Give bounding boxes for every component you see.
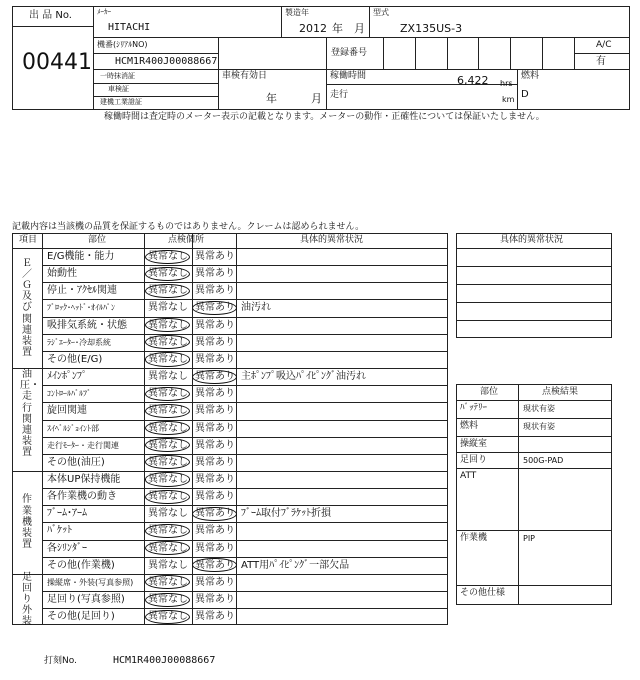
option-abnormal[interactable]: 異常あり — [195, 302, 235, 314]
row-rule — [42, 608, 448, 609]
stamp-label: 打刻No. — [44, 656, 77, 666]
option-normal[interactable]: 異常なし — [148, 319, 188, 331]
year-unit: 年 — [332, 22, 343, 35]
option-normal[interactable]: 異常なし — [148, 542, 188, 554]
col-check-header: 点検個所 — [168, 235, 205, 245]
option-normal[interactable]: 異常なし — [148, 473, 188, 485]
option-normal[interactable]: 異常なし — [148, 405, 188, 417]
inspection-month-unit: 月 — [311, 92, 322, 105]
part-name: 本体UP保持機能 — [47, 473, 121, 485]
row-rule — [42, 351, 448, 352]
part-name: ﾊﾞｹｯﾄ — [47, 525, 72, 537]
option-normal[interactable]: 異常なし — [148, 559, 188, 571]
result-col-result: 点検結果 — [542, 387, 579, 397]
option-normal[interactable]: 異常なし — [148, 508, 188, 520]
result-row-rule — [456, 452, 612, 453]
result-row-rule — [456, 418, 612, 419]
col-part-header: 部位 — [88, 235, 107, 245]
selected-normal-circle — [145, 404, 190, 418]
group-label: 油圧・走行関連装置 — [20, 369, 40, 459]
operating-hours-value: 6,422 — [457, 74, 489, 87]
result-part: 作業機 — [460, 533, 488, 543]
selected-normal-circle — [145, 472, 190, 486]
stamp-value: HCM1R400J00088667 — [113, 655, 216, 666]
detail-header: 具体的異常状況 — [500, 235, 564, 245]
part-name: 走行ﾓｰﾀｰ・走行関連 — [47, 440, 119, 450]
group-rule — [12, 574, 448, 575]
result-row-rule — [456, 436, 612, 437]
row-rule — [42, 299, 448, 300]
part-name: 各ｼﾘﾝﾀﾞｰ — [47, 542, 87, 554]
fuel-value: D — [521, 89, 529, 100]
detail-header-rule — [456, 248, 612, 249]
inspection-date-label: 車検有効日 — [222, 71, 268, 81]
row-rule — [42, 420, 448, 421]
detail-row-rule — [456, 266, 612, 267]
part-name: その他(油圧) — [47, 456, 105, 468]
group-label: Ｅ／Ｇ及び関連装置 — [22, 257, 32, 359]
option-abnormal[interactable]: 異常あり — [195, 611, 235, 623]
part-name: ﾒｲﾝﾎﾟﾝﾌﾟ — [47, 371, 87, 383]
col-item-header: 項目 — [19, 235, 38, 245]
selected-normal-circle — [145, 421, 190, 435]
option-abnormal[interactable]: 異常あり — [195, 285, 235, 297]
option-abnormal[interactable]: 異常あり — [195, 508, 235, 520]
option-normal[interactable]: 異常なし — [148, 371, 188, 383]
header-rule — [12, 248, 448, 249]
result-part: ATT — [460, 471, 477, 481]
result-part: 燃料 — [460, 421, 479, 431]
option-normal[interactable]: 異常なし — [148, 285, 188, 297]
selected-normal-circle — [145, 610, 190, 624]
model-value: ZX135US-3 — [400, 22, 463, 35]
option-abnormal[interactable]: 異常あり — [195, 268, 235, 280]
option-normal[interactable]: 異常なし — [148, 611, 188, 623]
cert-vehicle-inspection: 車検証 — [108, 85, 129, 93]
row-rule — [42, 522, 448, 523]
option-abnormal[interactable]: 異常あり — [195, 371, 235, 383]
option-abnormal[interactable]: 異常あり — [195, 422, 235, 434]
mileage-label: 走行 — [330, 90, 349, 100]
cert-temp-deregistration: 一時抹消証 — [100, 72, 135, 80]
option-abnormal[interactable]: 異常あり — [195, 456, 235, 468]
detail-row-rule — [456, 302, 612, 303]
result-part: ﾊﾞｯﾃﾘｰ — [460, 403, 488, 413]
abnormal-detail: 油汚れ — [241, 302, 271, 314]
row-rule — [42, 265, 448, 266]
row-rule — [42, 488, 448, 489]
part-name: 停止・ｱｸｾﾙ関連 — [47, 285, 117, 297]
result-value: 500G-PAD — [523, 456, 564, 465]
option-abnormal[interactable]: 異常あり — [195, 405, 235, 417]
option-abnormal[interactable]: 異常あり — [195, 473, 235, 485]
option-abnormal[interactable]: 異常あり — [195, 251, 235, 262]
selected-normal-circle — [145, 352, 190, 366]
option-abnormal[interactable]: 異常あり — [195, 542, 235, 554]
result-value: 現状有姿 — [523, 422, 555, 431]
result-row-rule — [456, 468, 612, 469]
option-abnormal[interactable]: 異常あり — [195, 353, 235, 365]
serial-label: 機番(ｼﾘｱﾙNO) — [97, 40, 148, 49]
selected-normal-circle — [145, 250, 190, 264]
part-name: 吸排気系統・状態 — [47, 319, 127, 331]
selected-normal-circle — [145, 490, 190, 504]
part-name: ｽｲﾍﾞﾙｼﾞｮｲﾝﾄ部 — [47, 423, 99, 433]
fuel-label: 燃料 — [521, 71, 540, 81]
part-name: 足回り(写真参照) — [47, 594, 125, 605]
row-rule — [42, 402, 448, 403]
option-abnormal[interactable]: 異常あり — [195, 525, 235, 537]
year-label: 製造年 — [285, 8, 309, 17]
option-abnormal[interactable]: 異常あり — [195, 576, 235, 588]
part-name: ﾗｼﾞｴｰﾀｰ･冷却系統 — [47, 337, 111, 347]
part-name: ﾌﾞｰﾑ･ｱｰﾑ — [47, 508, 87, 520]
result-value: 現状有姿 — [523, 404, 555, 413]
inspection-year-unit: 年 — [266, 92, 277, 105]
disclaimer: 記載内容は当該機の品質を保証するものではありません。クレームは認められません。 — [12, 222, 365, 232]
detail-row-rule — [456, 284, 612, 285]
option-normal[interactable]: 異常なし — [148, 576, 188, 588]
row-rule — [42, 505, 448, 506]
group-label: 作業機装置 — [22, 494, 32, 551]
detail-row-rule — [456, 320, 612, 321]
row-rule — [42, 334, 448, 335]
result-header-rule — [456, 400, 612, 401]
col-detail-header: 具体的異常状況 — [300, 235, 364, 245]
option-normal[interactable]: 異常なし — [148, 422, 188, 434]
option-normal[interactable]: 異常なし — [148, 251, 188, 262]
year-value: 2012 — [299, 22, 327, 35]
part-name: E/G機能・能力 — [47, 251, 115, 262]
hours-unit: hrs — [500, 79, 513, 88]
abnormal-detail: ﾌﾞｰﾑ取付ﾌﾞﾗｹｯﾄ折損 — [241, 508, 331, 520]
option-abnormal[interactable]: 異常あり — [195, 439, 235, 451]
option-abnormal[interactable]: 異常あり — [195, 491, 235, 503]
selected-normal-circle — [145, 284, 190, 298]
option-normal[interactable]: 異常なし — [148, 268, 188, 280]
row-rule — [42, 557, 448, 558]
part-name: ﾌﾞﾛｯｸ･ﾍｯﾄﾞ･ｵｲﾙﾊﾟﾝ — [47, 303, 115, 313]
column-rule — [42, 233, 43, 625]
ac-label: A/C — [596, 40, 612, 50]
serial-value: HCM1R400J00088667 — [115, 56, 218, 67]
hours-note: 稼働時間は査定時のメーター表示の記載となります。メーターの動作・正確性については保証いたしません。 — [104, 112, 545, 122]
selected-abnormal-circle — [192, 301, 237, 315]
group-rule — [12, 368, 448, 369]
option-normal[interactable]: 異常なし — [148, 388, 188, 400]
part-name: 操縦席・外装(写真参照) — [47, 577, 134, 587]
part-name: 各作業機の動き — [47, 491, 117, 503]
listing-no: 00441 — [22, 50, 92, 75]
option-normal[interactable]: 異常なし — [148, 491, 188, 503]
part-name: その他(E/G) — [47, 353, 103, 365]
group-label: 足回り外装 — [22, 571, 32, 628]
ac-value: 有 — [596, 56, 606, 67]
selected-normal-circle — [145, 267, 190, 281]
abnormal-detail: ATT用ﾊﾟｲﾋﾟﾝｸﾞ一部欠品 — [241, 559, 350, 571]
listing-no-label: 出 品 No. — [29, 10, 72, 21]
abnormal-detail: 主ﾎﾟﾝﾌﾟ吸込ﾊﾟｲﾋﾟﾝｸﾞ油汚れ — [241, 371, 366, 383]
result-row-rule — [456, 530, 612, 531]
option-normal[interactable]: 異常なし — [148, 353, 188, 365]
selected-abnormal-circle — [192, 507, 237, 521]
option-abnormal[interactable]: 異常あり — [195, 336, 235, 348]
option-normal[interactable]: 異常なし — [148, 525, 188, 537]
row-rule — [42, 437, 448, 438]
part-name: 始動性 — [47, 268, 77, 280]
row-rule — [42, 282, 448, 283]
option-normal[interactable]: 異常なし — [148, 439, 188, 451]
option-normal[interactable]: 異常なし — [148, 594, 188, 605]
selected-normal-circle — [145, 524, 190, 538]
row-rule — [42, 317, 448, 318]
part-name: 旋回関連 — [47, 405, 87, 417]
model-label: 型式 — [373, 8, 389, 17]
row-rule — [42, 591, 448, 592]
result-part: その他仕様 — [460, 588, 506, 598]
selected-normal-circle — [145, 387, 190, 401]
operating-hours-label: 稼働時間 — [330, 71, 367, 81]
option-abnormal[interactable]: 異常あり — [195, 388, 235, 400]
part-name: その他(作業機) — [47, 559, 115, 571]
registration-label: 登録番号 — [331, 48, 368, 58]
result-row-rule — [456, 585, 612, 586]
option-abnormal[interactable]: 異常あり — [195, 319, 235, 331]
row-rule — [42, 385, 448, 386]
result-col-part: 部位 — [480, 387, 499, 397]
option-abnormal[interactable]: 異常あり — [195, 559, 235, 571]
row-rule — [42, 540, 448, 541]
cert-construction-machine: 建機工業證証 — [100, 98, 142, 106]
result-part: 操縦室 — [460, 439, 488, 449]
part-name: その他(足回り) — [47, 611, 115, 623]
selected-abnormal-circle — [192, 370, 237, 384]
km-unit: km — [502, 95, 515, 104]
result-value: PIP — [523, 534, 536, 543]
result-part: 足回り — [460, 455, 488, 465]
maker-label: ﾒｰｶｰ — [97, 8, 111, 16]
month-unit: 月 — [354, 22, 365, 35]
option-normal[interactable]: 異常なし — [148, 336, 188, 348]
selected-normal-circle — [145, 593, 190, 607]
option-normal[interactable]: 異常なし — [148, 456, 188, 468]
row-rule — [42, 454, 448, 455]
group-rule — [12, 471, 448, 472]
part-name: ｺﾝﾄﾛｰﾙﾊﾞﾙﾌﾞ — [47, 389, 91, 399]
option-normal[interactable]: 異常なし — [148, 302, 188, 314]
option-abnormal[interactable]: 異常あり — [195, 594, 235, 605]
maker-value: HITACHI — [108, 22, 151, 33]
